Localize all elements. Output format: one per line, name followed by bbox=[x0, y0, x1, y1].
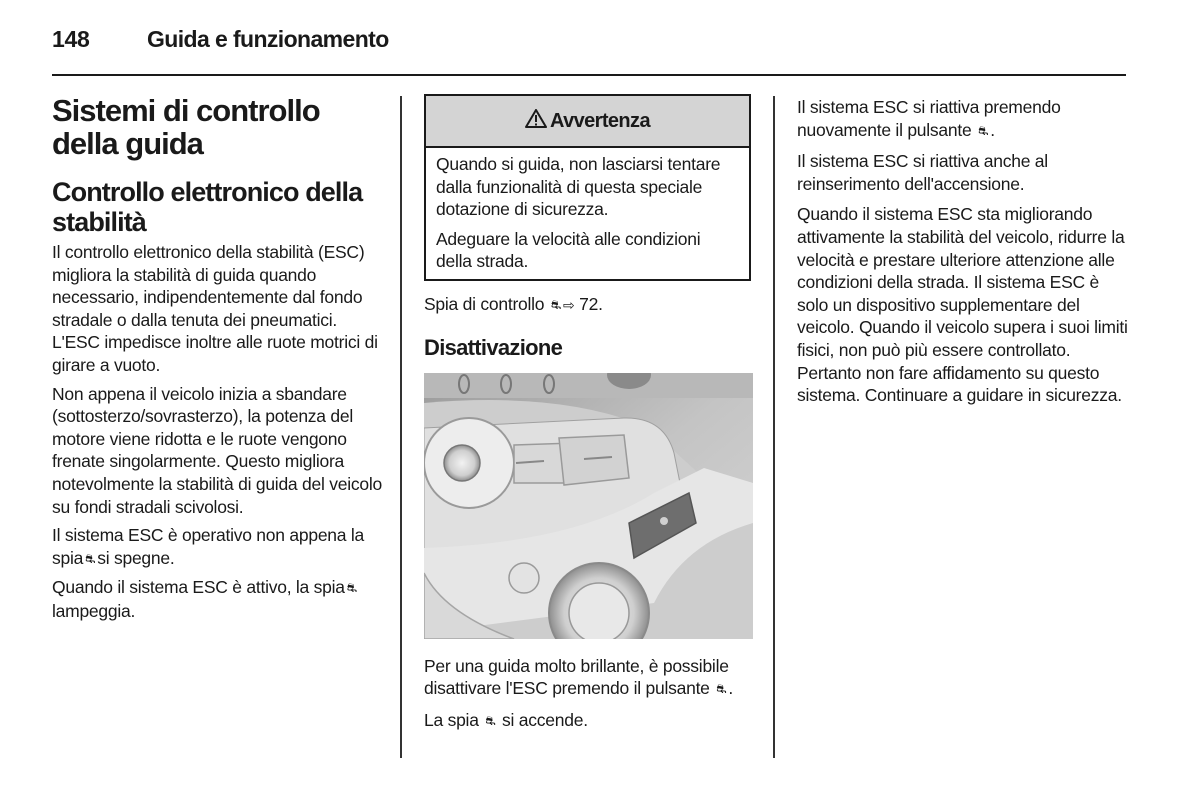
header-divider bbox=[52, 74, 1126, 76]
subheading-deactivation: Disattivazione bbox=[424, 334, 563, 360]
page-ref-arrow-icon: ⇨ bbox=[563, 296, 575, 313]
esc-button-photo bbox=[424, 373, 753, 639]
warning-text-1: Quando si guida, non lasciarsi tentare dalla funzionalità di questa speciale dotazione di sicurezza. bbox=[436, 154, 721, 220]
esc-lamp-icon: ⛐ bbox=[85, 551, 96, 566]
section-title: Guida e funzionamento bbox=[147, 26, 389, 52]
column-middle bbox=[424, 94, 754, 732]
esc-button-icon: ⛐ bbox=[978, 123, 989, 138]
column-left bbox=[52, 92, 382, 623]
paragraph-esc-caution: Quando il sistema ESC sta migliorando attivamente la stabilità del veicolo, ridurre la velocità e prestare ulteriore attenzione alle condizioni della strada. Il sistema ESC è solo un dispositivo supplementare del veicolo. Quando il veicolo supera i suoi limiti fisici, non può più essere controllato. Pertanto non fare affidamento su questo sistema. Continuare a guidare in sicurezza. bbox=[797, 204, 1128, 406]
warning-title: Avvertenza bbox=[550, 109, 650, 132]
paragraph-active: Quando il sistema ESC è attivo, la spia ⛐lampeggia. bbox=[52, 577, 357, 621]
paragraph-deactivate: Per una guida molto brillante, è possibile disattivare l'ESC premendo il pulsante ⛐ . bbox=[424, 655, 734, 699]
warning-box bbox=[424, 94, 751, 281]
page-number: 148 bbox=[52, 26, 90, 52]
esc-lamp-icon: ⛐ bbox=[346, 581, 357, 596]
page-title: Sistemi di controllo della guida bbox=[52, 93, 320, 161]
warning-triangle-icon bbox=[525, 109, 547, 134]
paragraph-intro: Il controllo elettronico della stabilità (ESC) migliora la stabilità di guida quando necessario, indipendentemente dal fondo stradale o dalla tenuta dei pneumatici. L'ESC impedisce inoltre alle ruote motrici di girare a vuoto. bbox=[52, 242, 378, 375]
indicator-reference: Spia di controllo ⛐ ⇨ 72. bbox=[424, 293, 603, 314]
paragraph-skid: Non appena il veicolo inizia a sbandare (sottosterzo/sovrasterzo), la potenza del motore viene ridotta e le ruote vengono frenate singolarmente. Questo migliora notevolmente la stabilità di guida del veicolo su fondi stradali scivolosi. bbox=[52, 383, 382, 517]
paragraph-reactivate-ignition: Il sistema ESC si riattiva anche al reinserimento dell'accensione. bbox=[797, 151, 1048, 194]
esc-button-icon: ⛐ bbox=[716, 682, 727, 697]
esc-button-icon: ⛐ bbox=[485, 713, 496, 728]
warning-body bbox=[426, 148, 749, 279]
warning-text-2: Adeguare la velocità alle condizioni della strada. bbox=[436, 228, 701, 272]
esc-lamp-icon: ⛐ bbox=[550, 297, 562, 312]
paragraph-lamp-on: La spia ⛐ si accende. bbox=[424, 709, 588, 730]
paragraph-operative: Il sistema ESC è operativo non appena la spia ⛐ si spegne. bbox=[52, 525, 364, 568]
column-right bbox=[797, 96, 1129, 415]
page-header bbox=[52, 26, 1126, 56]
section-subtitle: Controllo elettronico della stabilità bbox=[52, 177, 363, 237]
column-divider-right bbox=[773, 96, 775, 758]
warning-header bbox=[426, 96, 749, 148]
column-divider-left bbox=[400, 96, 402, 758]
paragraph-reactivate-button: Il sistema ESC si riattiva premendo nuovamente il pulsante ⛐ . bbox=[797, 97, 1061, 140]
